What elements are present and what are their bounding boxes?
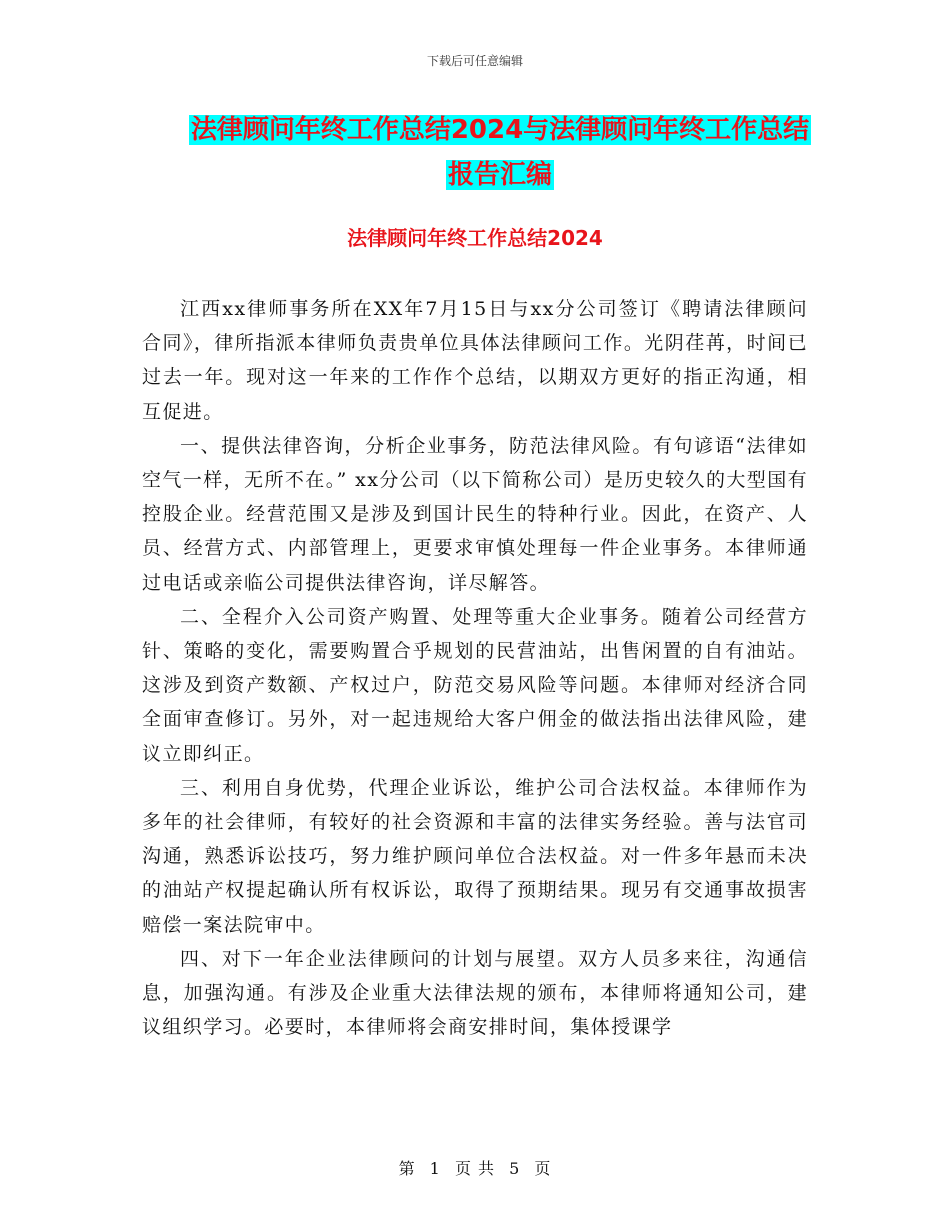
- footer-suffix: 页: [534, 1159, 552, 1178]
- paragraph-plan: 四、对下一年企业法律顾问的计划与展望。双方人员多来往，沟通信息，加强沟通。有涉及企业重大法律法规的颁布，本律师将通知公司，建议组织学习。必要时，本律师将会商安排时间，集体授课学: [142, 947, 808, 1039]
- paragraph-litigation: 三、利用自身优势，代理企业诉讼，维护公司合法权益。本律师作为多年的社会律师，有较好的社会资源和丰富的法律实务经验。善与法官司沟通，熟悉诉讼技巧，努力维护顾问单位合法权益。对一件多年悬而未决的油站产权提起确认所有权诉讼，取得了预期结果。现另有交通事故损害赔偿一案法院审中。: [142, 776, 808, 936]
- footer-page-number: 1: [429, 1159, 441, 1178]
- paragraph-asset-affairs: 二、全程介入公司资产购置、处理等重大企业事务。随着公司经营方针、策略的变化，需要购置合乎规划的民营油站，出售闲置的自有油站。这涉及到资产数额、产权过户，防范交易风险等问题。本律师对经济合同全面审查修订。另外，对一起违规给大客户佣金的做法指出法律风险，建议立即纠正。: [142, 605, 808, 765]
- paragraph-legal-consulting: 一、提供法律咨询，分析企业事务，防范法律风险。有句谚语“法律如空气一样，无所不在。” xx分公司（以下简称公司）是历史较久的大型国有控股企业。经营范围又是涉及到国计民生的特种行业。因此，在资产、人员、经营方式、内部管理上，更要求审慎处理每一件企业事务。本律师通过电话或亲临公司提供法律咨询，详尽解答。: [142, 434, 808, 594]
- body-text: [142, 292, 808, 1044]
- document-title-line-1: 法律顾问年终工作总结2024与法律顾问年终工作总结: [190, 115, 810, 145]
- footer-total-pages: 5: [509, 1159, 521, 1178]
- footer-middle: 页 共: [454, 1159, 496, 1178]
- section-title: 法律顾问年终工作总结2024: [347, 226, 603, 250]
- document-title-line-2: 报告汇编: [447, 160, 552, 190]
- page-header-note: 下载后可任意编辑: [426, 54, 523, 68]
- document-title: [140, 108, 860, 198]
- page-footer: [0, 1156, 950, 1179]
- paragraph-intro: 江西xx律师事务所在XX年7月15日与xx分公司签订《聘请法律顾问合同》，律所指派本律师负责贵单位具体法律顾问工作。光阴荏苒，时间已过去一年。现对这一年来的工作作个总结，以期双方更好的指正沟通，相互促进。: [142, 298, 808, 423]
- footer-prefix: 第: [398, 1159, 416, 1178]
